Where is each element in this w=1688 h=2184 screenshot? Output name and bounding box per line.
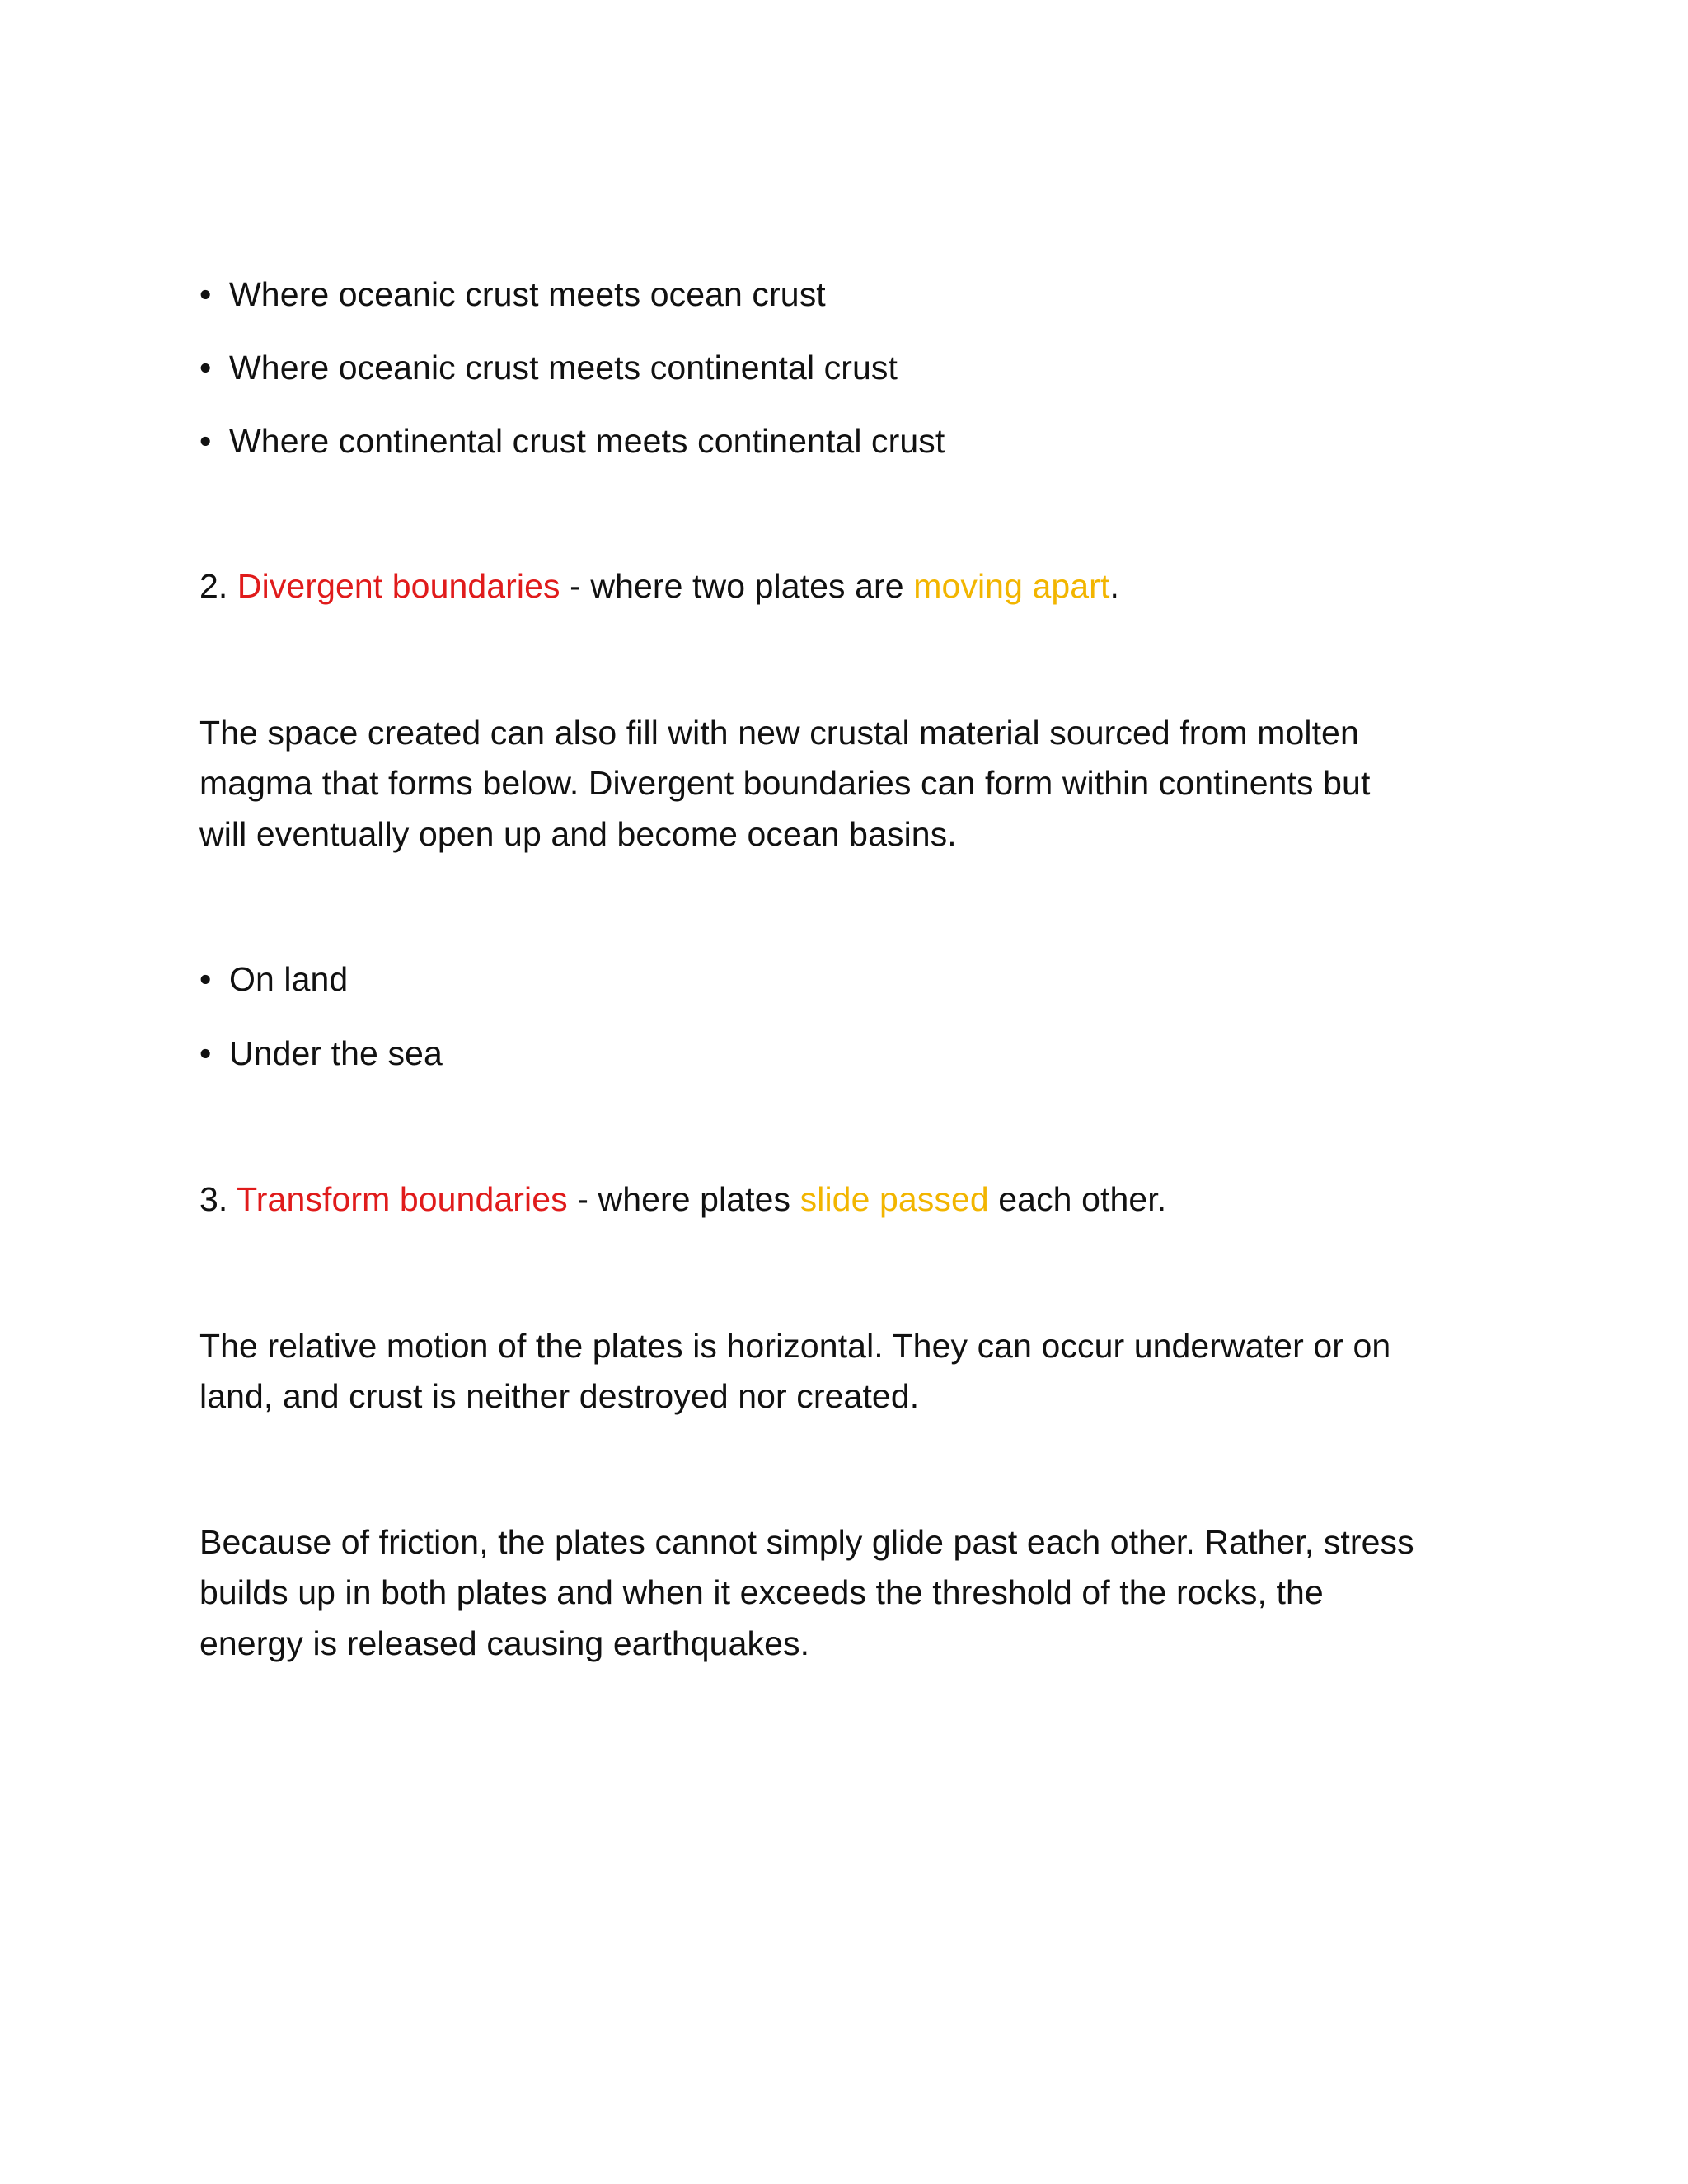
paragraph-line: will eventually open up and become ocean basins. [199,815,957,853]
bullet-text: Where continental crust meets continental crust [229,422,945,460]
highlight-slide-passed: slide passed [799,1180,989,1218]
paragraph-line: The space created can also fill with new crustal material sourced from molten [199,714,1359,752]
paragraph-line: energy is released causing earthquakes. [199,1624,810,1662]
paragraph-line: magma that forms below. Divergent boundaries can form within continents but [199,764,1371,802]
bullet-item [199,269,826,320]
section-heading-divergent [199,560,1119,612]
heading-end: . [1109,567,1119,605]
paragraph-line: land, and crust is neither destroyed nor created. [199,1377,920,1415]
bullet-icon: • [199,422,212,460]
paragraph-line: The relative motion of the plates is horizontal. They can occur underwater or on [199,1327,1391,1365]
term-divergent-boundaries: Divergent boundaries [237,567,560,605]
term-transform-boundaries: Transform boundaries [237,1180,568,1218]
heading-text: - where two plates are [570,567,904,605]
section-number: 2. [199,567,228,605]
paragraph-line: builds up in both plates and when it exceeds the threshold of the rocks, the [199,1573,1324,1611]
bullet-item [199,415,945,466]
bullet-item [199,954,348,1005]
highlight-moving-apart: moving apart [913,567,1110,605]
section-number: 3. [199,1180,228,1218]
bullet-item [199,342,898,393]
heading-end: each other. [998,1180,1167,1218]
bullet-item [199,1028,443,1079]
bullet-icon: • [199,349,212,387]
bullet-text: On land [229,960,349,998]
heading-text: - where plates [577,1180,791,1218]
bullet-icon: • [199,275,212,313]
bullet-text: Where oceanic crust meets continental crust [229,349,898,387]
bullet-text: Under the sea [229,1034,443,1072]
bullet-icon: • [199,960,212,998]
bullet-text: Where oceanic crust meets ocean crust [229,275,826,313]
bullet-icon: • [199,1034,212,1072]
paragraph-line: Because of friction, the plates cannot simply glide past each other. Rather, stress [199,1523,1414,1561]
section-heading-transform [199,1174,1166,1225]
